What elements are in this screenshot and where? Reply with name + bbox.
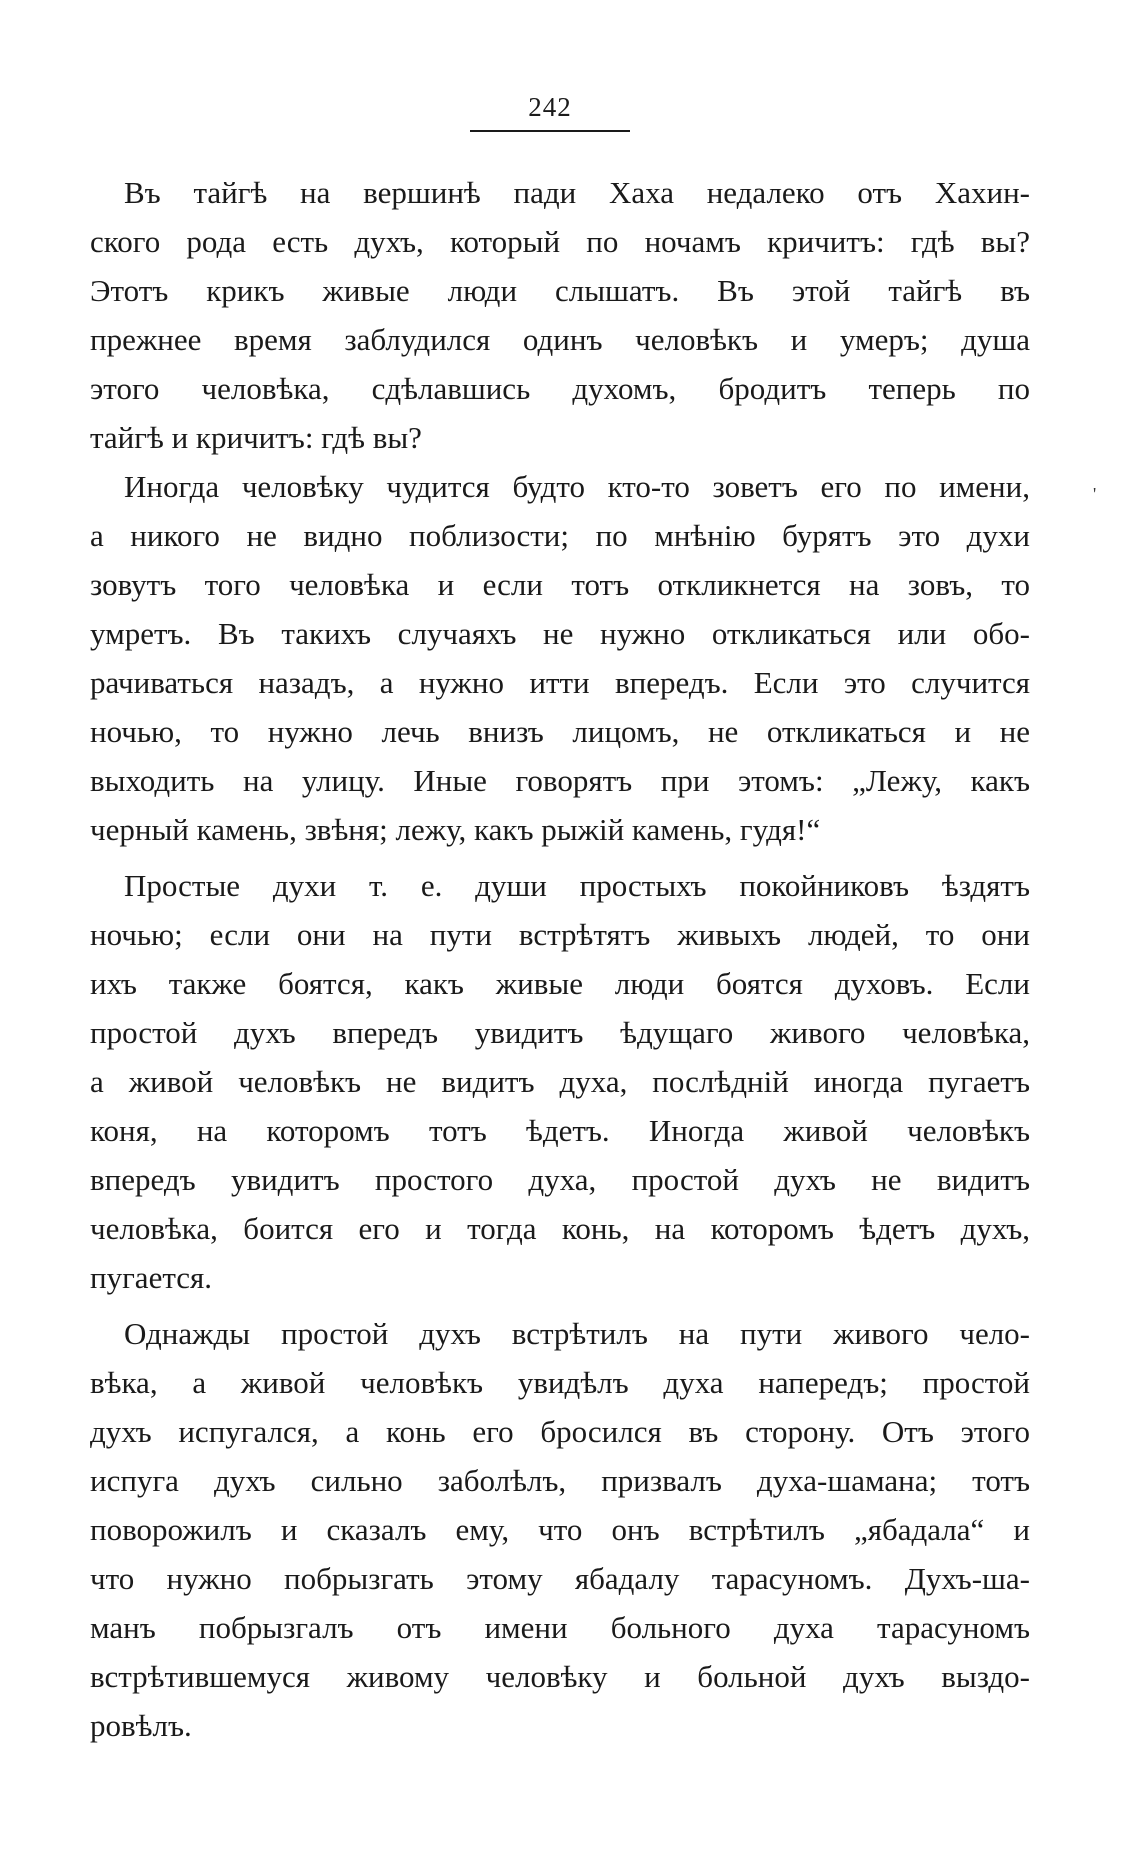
text-line: прежнее время заблудился одинъ человѣкъ и умеръ; душа bbox=[90, 322, 1030, 357]
page-number-rule bbox=[470, 130, 630, 132]
text-line: вѣка, а живой человѣкъ увидѣлъ духа напередъ; простой bbox=[90, 1365, 1030, 1400]
text-line: ского рода есть духъ, который по ночамъ кричитъ: гдѣ вы? bbox=[90, 224, 1030, 259]
text-line: а живой человѣкъ не видитъ духа, послѣдній иногда пугаетъ bbox=[90, 1064, 1030, 1099]
text-line: тайгѣ и кричитъ: гдѣ вы? bbox=[90, 420, 422, 455]
text-line: умретъ. Въ такихъ случаяхъ не нужно откликаться или обо- bbox=[90, 616, 1030, 651]
text-line: Иногда человѣку чудится будто кто-то зоветъ его по имени, bbox=[124, 469, 1030, 504]
text-line: зовутъ того человѣка и если тотъ откликнется на зовъ, то bbox=[90, 567, 1030, 602]
paragraph bbox=[90, 861, 1030, 1302]
text-line: встрѣтившемуся живому человѣку и больной духъ выздо- bbox=[90, 1659, 1030, 1694]
page-number: 242 bbox=[528, 92, 572, 122]
text-line: этого человѣка, сдѣлавшись духомъ, бродитъ теперь по bbox=[90, 371, 1030, 406]
text-line: впередъ увидитъ простого духа, простой духъ не видитъ bbox=[90, 1162, 1030, 1197]
text-line: Однажды простой духъ встрѣтилъ на пути живого чело- bbox=[124, 1316, 1030, 1351]
text-line: пугается. bbox=[90, 1260, 213, 1295]
text-line: что нужно побрызгать этому ябадалу тарасуномъ. Духъ-ша- bbox=[90, 1561, 1030, 1596]
text-line: рачиваться назадъ, а нужно итти впередъ. Если это случится bbox=[90, 665, 1030, 700]
paragraph bbox=[90, 462, 1030, 854]
text-line: Простые духи т. е. души простыхъ покойниковъ ѣздятъ bbox=[124, 868, 1030, 903]
text-line: духъ испугался, а конь его бросился въ сторону. Отъ этого bbox=[90, 1414, 1030, 1449]
text-line: ровѣлъ. bbox=[90, 1708, 192, 1743]
stray-print-mark: ' bbox=[1093, 484, 1097, 504]
text-block bbox=[90, 168, 1030, 1750]
text-line: ночью; если они на пути встрѣтятъ живыхъ людей, то они bbox=[90, 917, 1030, 952]
paragraph bbox=[90, 1309, 1030, 1750]
text-line: коня, на которомъ тотъ ѣдетъ. Иногда живой человѣкъ bbox=[90, 1113, 1030, 1148]
text-line: испуга духъ сильно заболѣлъ, призвалъ духа-шамана; тотъ bbox=[90, 1463, 1030, 1498]
text-line: ихъ также боятся, какъ живые люди боятся духовъ. Если bbox=[90, 966, 1030, 1001]
text-line: человѣка, боится его и тогда конь, на которомъ ѣдетъ духъ, bbox=[90, 1211, 1030, 1246]
text-line: черный камень, звѣня; лежу, какъ рыжій камень, гудя!“ bbox=[90, 812, 821, 847]
text-line: поворожилъ и сказалъ ему, что онъ встрѣтилъ „ябадала“ и bbox=[90, 1512, 1030, 1547]
text-line: Въ тайгѣ на вершинѣ пади Хаха недалеко отъ Хахин- bbox=[124, 175, 1030, 210]
text-line: манъ побрызгалъ отъ имени больного духа тарасуномъ bbox=[90, 1610, 1030, 1645]
text-line: Этотъ крикъ живые люди слышатъ. Въ этой тайгѣ въ bbox=[90, 273, 1030, 308]
text-line: выходить на улицу. Иные говорятъ при этомъ: „Лежу, какъ bbox=[90, 763, 1030, 798]
text-line: ночью, то нужно лечь внизъ лицомъ, не откликаться и не bbox=[90, 714, 1030, 749]
text-line: простой духъ впередъ увидитъ ѣдущаго живого человѣка, bbox=[90, 1015, 1030, 1050]
text-line: а никого не видно поблизости; по мнѣнію бурятъ это духи bbox=[90, 518, 1030, 553]
paragraph bbox=[90, 168, 1030, 462]
